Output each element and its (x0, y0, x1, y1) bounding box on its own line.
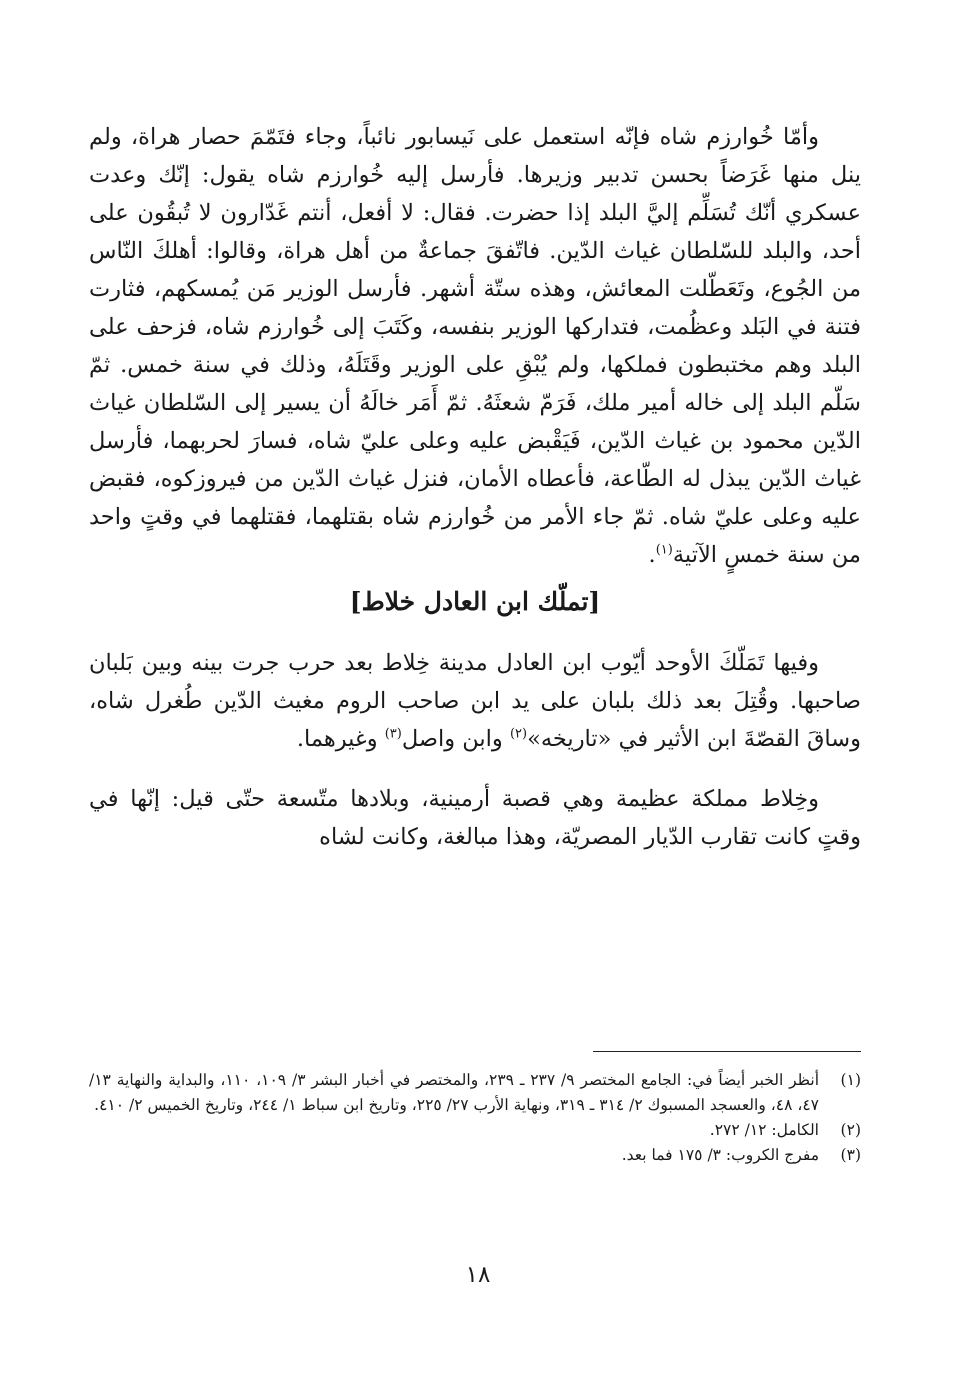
footnote-item (89, 1068, 861, 1118)
page-number: ١٨ (465, 1262, 491, 1288)
paragraph-khwarazm-shah (89, 118, 861, 574)
footnote-text: أنظر الخبر أيضاً في: الجامع المختصر ٩/ ٢٣٧ ـ ٢٣٩، والمختصر في أخبار البشر ٣/ ١٠٩، ١١٠، والبداية والنهاية ١٣/ ٤٧، ٤٨، والعسجد المسبوك ٢/ ٣١٤ ـ ٣١٩، ونهاية الأرب ٢٧/ ٢٢٥، وتاريخ ابن سباط ١/ ٢٤٤، وتاريخ الخميس ٢/ ٤١٠. (89, 1071, 820, 1114)
paragraph-khilat (89, 644, 861, 758)
footnote-item (89, 1118, 861, 1143)
footnote-text: الكامل: ١٢/ ٢٧٢. (709, 1121, 819, 1139)
paragraph-text: وابن واصل (401, 726, 510, 752)
footnote-ref-2: (٢) (509, 726, 528, 742)
paragraph-end: . (648, 542, 656, 568)
paragraph-gap (89, 758, 861, 780)
footnote-number: (٣) (840, 1146, 861, 1164)
paragraph-text: وأمّا خُوارزم شاه فإنّه استعمل على نَيسابور نائباً، وجاء فتَمّمَ حصار هراة، ولم ينل منها غَرَضاً بحسن تدبير وزيرها. فأرسل إليه خُوارزم شاه يقول: إنّك وعدت عسكري أنّك تُسَلِّم إليَّ البلد إذا حضرت. فقال: لا أفعل، أنتم غَدّارون لا تُبقُون على أحد، والبلد للسّلطان غياث الدّين. فاتّفقَ جماعةٌ من أهل هراة، وقالوا: أهلكَ النّاس من الجُوع، وتَعَطّلت المعائش، وهذه ستّة أشهر. فأرسل الوزير مَن يُمسكهم، فثارت فتنة في البَلد وعظُمت، فتداركها الوزير بنفسه، وكَتَبَ إلى خُوارزم شاه، فزحف على البلد وهم مختبطون فملكها، ولم يُبْقِ على الوزير وقَتَلَهُ، وذلك في سنة خمس. ثمّ سَلّم البلد إلى خاله أمير ملك، فَرَمّ شعثَهُ. ثمّ أَمَر خالَهُ أن يسير إلى السّلطان غياث الدّين محمود بن غياث الدّين، فَيَقْبض عليه وعلى عليّ شاه، فسارَ لحربهما، فأرسل غياث الدّين يبذل له الطّاعة، فأعطاه الأمان، فنزل غياث الدّين من فيروزكوه، فقبض عليه وعلى عليّ شاه. ثمّ جاء الأمر من خُوارزم شاه بقتلهما، فقتلهما في وقتٍ واحد من سنة خمسٍ الآتية (89, 124, 861, 568)
footnote-item (89, 1143, 861, 1168)
main-text (89, 118, 861, 856)
paragraph-khilat-description (89, 780, 861, 856)
footnote-ref-3: (٣) (384, 726, 402, 742)
footnote-number: (٢) (840, 1121, 861, 1139)
footnote-ref-1: (١) (655, 542, 673, 558)
footnote-number: (١) (840, 1071, 861, 1089)
paragraph-text: وخِلاط مملكة عظيمة وهي قصبة أرمينية، وبلادها متّسعة حتّى قيل: إنّها في وقتٍ كانت تقارب الدّيار المصريّة، وهذا مبالغة، وكانت لشاه (89, 786, 861, 850)
section-heading: [تملّك ابن العادل خلاط] (349, 587, 601, 616)
paragraph-text: وفيها تَمَلّكَ الأوحد أيّوب ابن العادل مدينة خِلاط بعد حرب جرت بينه وبين بَلبان صاحبها. وقُتِلَ بعد ذلك بلبان على يد ابن صاحب الروم مغيث الدّين طُغرل شاه، وساقَ القصّةَ ابن الأثير في «تاريخه» (89, 650, 861, 752)
footnote-separator (593, 1051, 861, 1052)
footnotes (89, 1068, 861, 1168)
paragraph-text: وغيرهما. (296, 726, 385, 752)
footnote-text: مفرج الكروب: ٣/ ١٧٥ فما بعد. (621, 1146, 819, 1164)
